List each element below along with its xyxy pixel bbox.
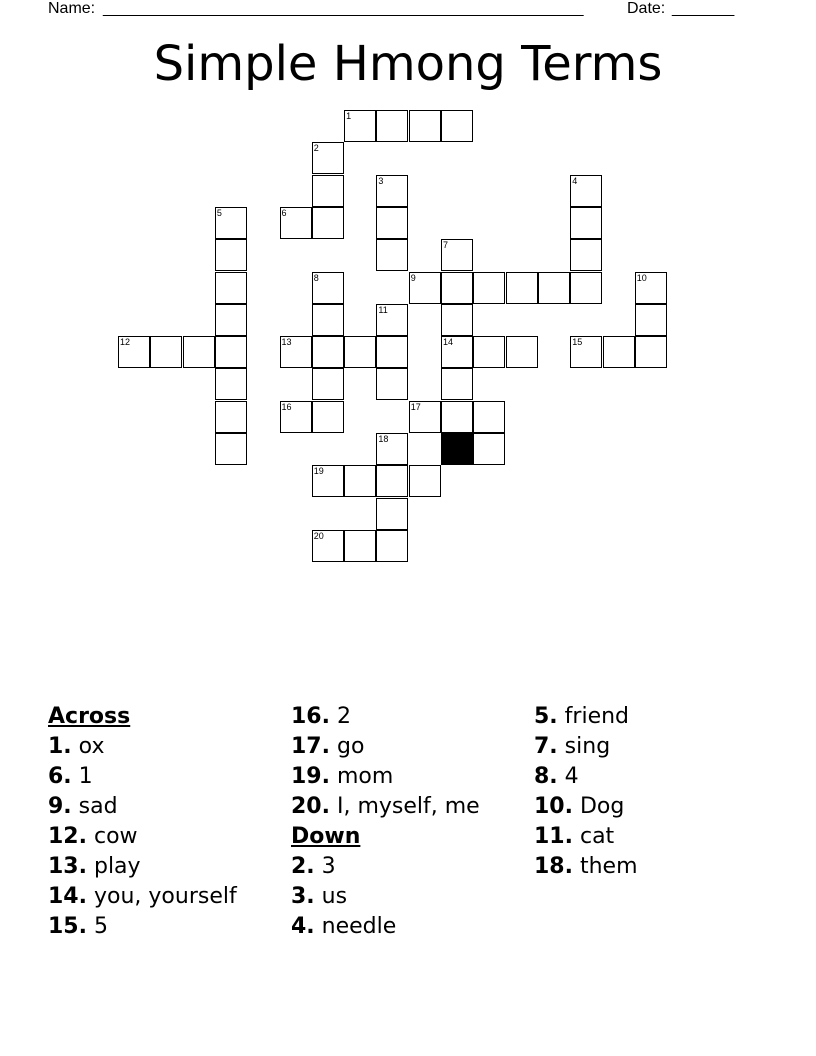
down-heading: Down: [291, 824, 361, 849]
clue-down-2: 2. 3: [291, 854, 336, 879]
grid-cell[interactable]: [570, 239, 602, 271]
clue-down-4: 4. needle: [291, 914, 397, 939]
grid-cell[interactable]: [215, 239, 247, 271]
clue-number: 12: [120, 337, 131, 348]
grid-cell[interactable]: [118, 336, 150, 368]
grid-cell[interactable]: [312, 142, 344, 174]
clue-down-3: 3. us: [291, 884, 348, 909]
grid-cell[interactable]: [570, 272, 602, 304]
grid-cell[interactable]: [215, 368, 247, 400]
page-title: Simple Hmong Terms: [153, 36, 663, 92]
grid-cell[interactable]: [215, 336, 247, 368]
grid-cell[interactable]: [376, 239, 408, 271]
clue-number: 14: [443, 337, 454, 348]
grid-cell[interactable]: [506, 336, 538, 368]
grid-cell[interactable]: [376, 465, 408, 497]
grid-cell[interactable]: [473, 433, 505, 465]
grid-cell[interactable]: [376, 498, 408, 530]
clue-column-2: [291, 702, 480, 942]
grid-cell[interactable]: [635, 336, 667, 368]
clue-number: 10: [636, 272, 647, 283]
grid-cell[interactable]: [344, 465, 376, 497]
clue-number: 2: [313, 143, 319, 154]
grid-cell[interactable]: [376, 433, 408, 465]
clue-number: 16: [281, 401, 292, 412]
grid-cell[interactable]: [215, 272, 247, 304]
name-field[interactable]: ______________________________________________________: [103, 0, 584, 17]
clue-down-10: 10. Dog: [534, 794, 625, 819]
clue-number: 13: [281, 337, 292, 348]
grid-cell[interactable]: [441, 239, 473, 271]
grid-cell[interactable]: [473, 336, 505, 368]
grid-cell[interactable]: [441, 110, 473, 142]
grid-cell[interactable]: [376, 368, 408, 400]
grid-cell[interactable]: [441, 272, 473, 304]
grid-cell[interactable]: [409, 272, 441, 304]
grid-cell[interactable]: [441, 401, 473, 433]
clue-number: 17: [410, 401, 421, 412]
grid-cell[interactable]: [215, 304, 247, 336]
grid-cell[interactable]: [312, 530, 344, 562]
grid-cell[interactable]: [409, 465, 441, 497]
clue-number: 3: [378, 175, 384, 186]
clue-down-11: 11. cat: [534, 824, 615, 849]
grid-cell[interactable]: [570, 207, 602, 239]
grid-cell[interactable]: [570, 175, 602, 207]
clue-across-20: 20. I, myself, me: [291, 794, 480, 819]
grid-cell[interactable]: [409, 110, 441, 142]
grid-cell[interactable]: [312, 401, 344, 433]
grid-cell[interactable]: [635, 304, 667, 336]
grid-cell[interactable]: [312, 175, 344, 207]
clue-number: 9: [410, 272, 416, 283]
grid-cell[interactable]: [570, 336, 602, 368]
clue-down-7: 7. sing: [534, 734, 611, 759]
grid-cell[interactable]: [376, 530, 408, 562]
grid-cell[interactable]: [280, 336, 312, 368]
grid-cell[interactable]: [473, 401, 505, 433]
clue-across-6: 6. 1: [48, 764, 93, 789]
grid-cell[interactable]: [312, 304, 344, 336]
grid-cell[interactable]: [215, 207, 247, 239]
grid-cell[interactable]: [312, 336, 344, 368]
name-label: Name:: [48, 0, 96, 17]
date-field[interactable]: _______: [672, 0, 735, 17]
grid-cell[interactable]: [344, 530, 376, 562]
clue-number: 5: [216, 207, 222, 218]
clue-across-17: 17. go: [291, 734, 365, 759]
grid-cell[interactable]: [280, 207, 312, 239]
grid-cell[interactable]: [312, 465, 344, 497]
clue-across-19: 19. mom: [291, 764, 394, 789]
clue-across-15: 15. 5: [48, 914, 108, 939]
clue-across-12: 12. cow: [48, 824, 138, 849]
date-label: Date:: [627, 0, 666, 17]
clue-number: 18: [378, 434, 389, 444]
clue-number: 20: [313, 530, 324, 541]
grid-cell[interactable]: [312, 272, 344, 304]
clue-number: 7: [443, 240, 449, 251]
across-heading: Across: [48, 704, 131, 729]
clue-down-5: 5. friend: [534, 704, 630, 729]
clue-number: 1: [346, 111, 352, 121]
grid-cell[interactable]: [635, 272, 667, 304]
clue-across-9: 9. sad: [48, 794, 118, 819]
grid-cell[interactable]: [376, 110, 408, 142]
grid-cell[interactable]: [280, 401, 312, 433]
grid-cell[interactable]: [312, 368, 344, 400]
grid-cell[interactable]: [376, 304, 408, 336]
clue-number: 8: [313, 272, 319, 283]
clue-number: 11: [378, 304, 388, 315]
grid-cell[interactable]: [603, 336, 635, 368]
grid-cell[interactable]: [215, 433, 247, 465]
grid-cell[interactable]: [473, 272, 505, 304]
clue-number: 6: [281, 207, 287, 218]
grid-cell[interactable]: [150, 336, 182, 368]
clue-down-8: 8. 4: [534, 764, 579, 789]
grid-cell[interactable]: [344, 110, 376, 142]
clue-number: 4: [572, 175, 578, 186]
clue-across-14: 14. you, yourself: [48, 884, 237, 909]
grid-cell[interactable]: [376, 336, 408, 368]
grid-cell[interactable]: [441, 336, 473, 368]
grid-cell[interactable]: [376, 175, 408, 207]
clue-across-16: 16. 2: [291, 704, 351, 729]
grid-cell[interactable]: [441, 368, 473, 400]
grid-cell[interactable]: [344, 336, 376, 368]
grid-cell[interactable]: [183, 336, 215, 368]
clue-column-3: [534, 702, 638, 882]
grid-cell[interactable]: [376, 207, 408, 239]
grid-cell[interactable]: [215, 401, 247, 433]
grid-cell[interactable]: [506, 272, 538, 304]
clue-number: 19: [313, 466, 324, 477]
grid-cell[interactable]: [538, 272, 570, 304]
clue-number: 15: [572, 337, 583, 348]
clue-down-18: 18. them: [534, 854, 638, 879]
clue-across-13: 13. play: [48, 854, 141, 879]
grid-cell[interactable]: [409, 401, 441, 433]
black-cell: [441, 433, 473, 465]
grid-cell[interactable]: [312, 207, 344, 239]
clue-across-1: 1. ox: [48, 734, 105, 759]
grid-cell[interactable]: [441, 304, 473, 336]
clue-column-1: [48, 702, 237, 942]
